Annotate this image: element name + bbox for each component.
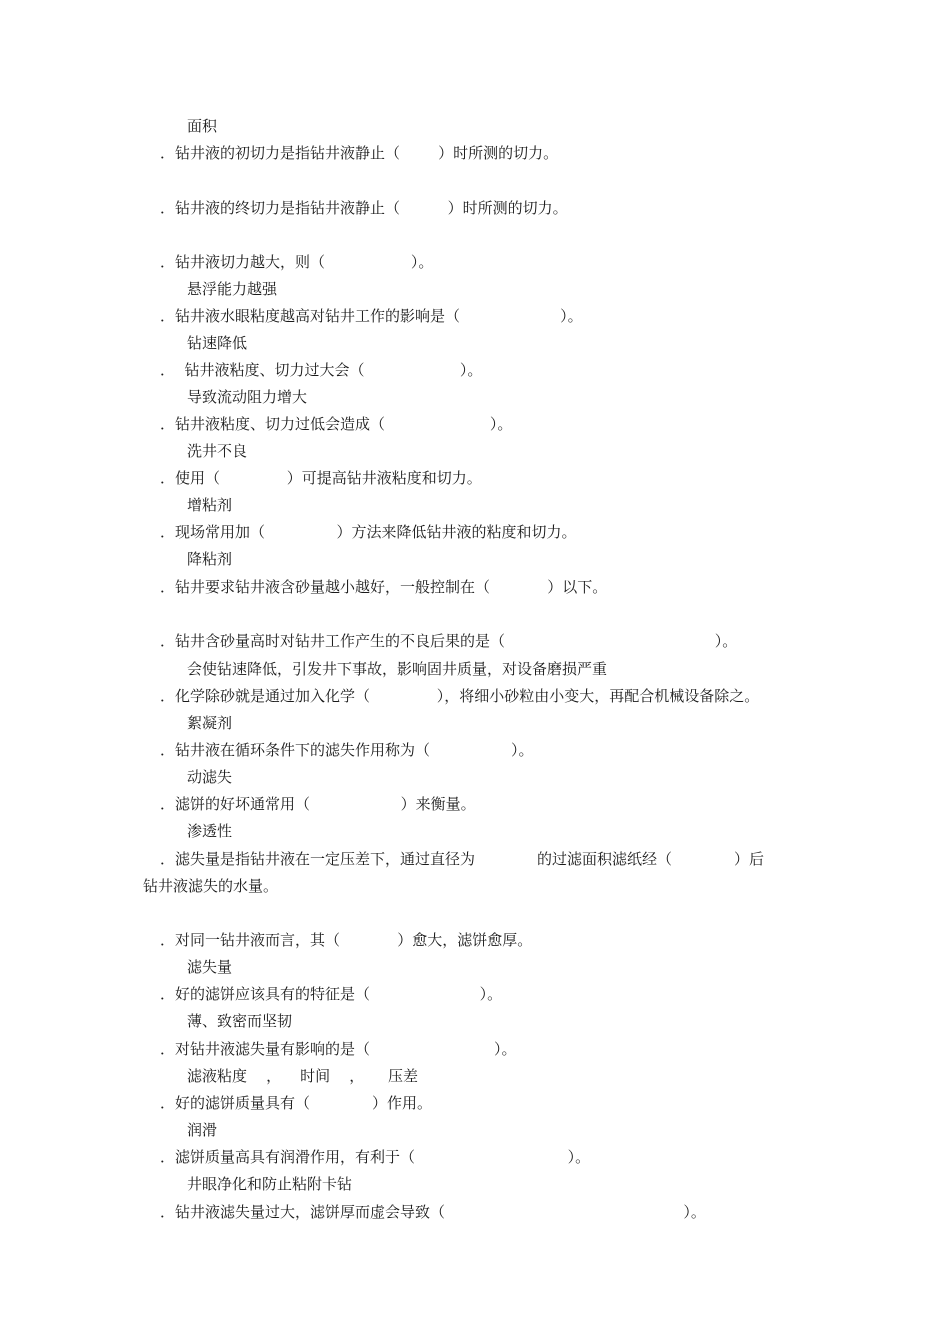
question-line: ．钻井液在循环条件下的滤失作用称为（ ）。 — [160, 741, 534, 759]
answer-line: 降粘剂 — [187, 550, 233, 568]
answer-line: 导致流动阻力增大 — [187, 388, 308, 406]
question-line: ．使用（ ）可提高钻井液粘度和切力。 — [160, 469, 482, 487]
answer-line: 动滤失 — [187, 768, 233, 786]
question-line: ．现场常用加（ ）方法来降低钻井液的粘度和切力。 — [160, 523, 577, 541]
answer-line: 增粘剂 — [187, 496, 233, 514]
answer-line: 润滑 — [187, 1121, 218, 1139]
answer-line: 渗透性 — [187, 822, 233, 840]
question-line: ．钻井液的终切力是指钻井液静止（ ）时所测的切力。 — [160, 199, 568, 217]
answer-line: 薄、致密而坚韧 — [187, 1012, 293, 1030]
answer-line: 会使钻速降低，引发井下事故，影响固井质量，对设备磨损严重 — [187, 660, 608, 678]
question-line: ．钻井要求钻井液含砂量越小越好，一般控制在（ ）以下。 — [160, 578, 608, 596]
answer-line: 钻速降低 — [187, 334, 248, 352]
question-line: ．钻井液的初切力是指钻井液静止（ ）时所测的切力。 — [160, 144, 559, 162]
question-line: ．化学除砂就是通过加入化学（ ），将细小砂粒由小变大，再配合机械设备除之。 — [160, 687, 760, 705]
answer-line: 絮凝剂 — [187, 714, 233, 732]
question-line: ．钻井液水眼粘度越高对钻井工作的影响是（ ）。 — [160, 307, 583, 325]
question-line: ．好的滤饼应该具有的特征是（ ）。 — [160, 985, 503, 1003]
question-continuation: 钻井液滤失的水量。 — [143, 877, 279, 895]
question-line: ．钻井液滤失量过大，滤饼厚而虚会导致（ ）。 — [160, 1203, 706, 1221]
question-line: ．对同一钻井液而言，其（ ）愈大，滤饼愈厚。 — [160, 931, 533, 949]
question-line: ．滤饼的好坏通常用（ ）来衡量。 — [160, 795, 476, 813]
answer-line: 井眼净化和防止粘附卡钻 — [187, 1175, 353, 1193]
question-line: ． 钻井液粘度、切力过大会（ ）。 — [160, 361, 483, 379]
answer-line: 悬浮能力越强 — [187, 280, 278, 298]
question-line: ．好的滤饼质量具有（ ）作用。 — [160, 1094, 432, 1112]
question-line: ．对钻井液滤失量有影响的是（ ）。 — [160, 1040, 517, 1058]
answer-line: 滤失量 — [187, 958, 233, 976]
question-line: ．钻井含砂量高时对钻井工作产生的不良后果的是（ ）。 — [160, 632, 738, 650]
answer-line: 面积 — [187, 117, 218, 135]
question-line: ．滤失量是指钻井液在一定压差下，通过直径为 的过滤面积滤纸经（ ）后 — [160, 850, 764, 868]
answer-line: 滤液粘度 ， 时间 ， 压差 — [187, 1067, 419, 1085]
question-line: ．钻井液切力越大，则（ ）。 — [160, 253, 434, 271]
question-line: ．钻井液粘度、切力过低会造成（ ）。 — [160, 415, 513, 433]
answer-line: 洗井不良 — [187, 442, 248, 460]
question-line: ．滤饼质量高具有润滑作用，有利于（ ）。 — [160, 1148, 591, 1166]
